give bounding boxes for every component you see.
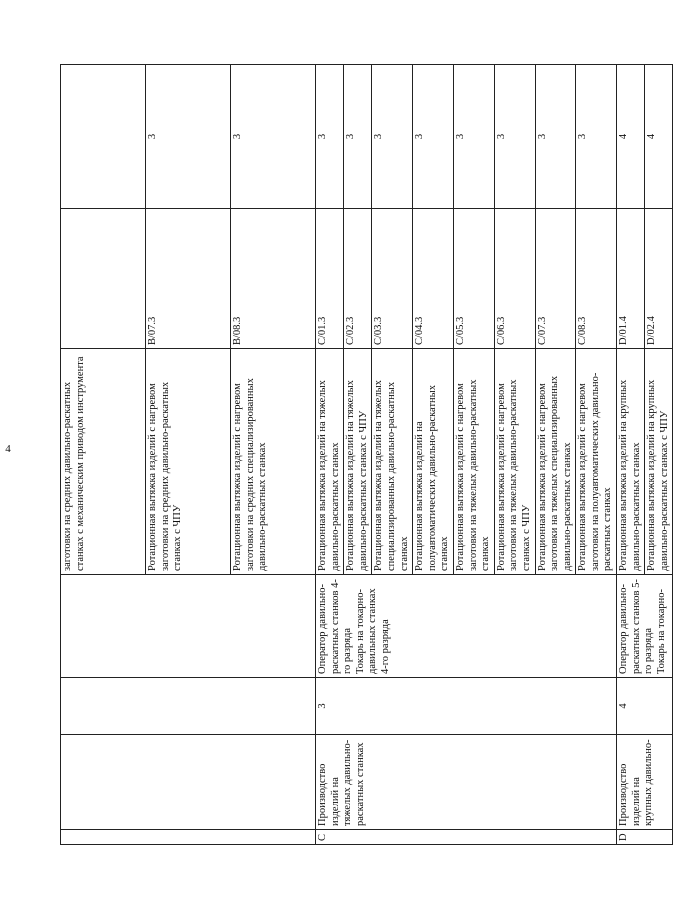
function-level-cell (61, 65, 146, 209)
function-level-cell: 4 (645, 65, 673, 209)
function-level-cell: 3 (413, 65, 454, 209)
group-level-cell: 4 (617, 678, 673, 735)
function-code-cell: C/03.3 (372, 209, 413, 349)
function-level-cell: 4 (617, 65, 645, 209)
function-name-cell: Ротационная вытяжка изделий с нагревом заготовки на тяжелых давильно-раскатных станках с ЧПУ (494, 349, 535, 575)
function-code-cell: B/07.3 (146, 209, 231, 349)
group-name-cell: Производство изделий на тяжелых давильно-раскатных станках (316, 735, 617, 830)
function-code-cell: C/01.3 (316, 209, 344, 349)
function-code-cell: C/02.3 (344, 209, 372, 349)
function-level-cell: 3 (231, 65, 316, 209)
group-level-cell: 3 (316, 678, 617, 735)
function-code-cell: C/08.3 (576, 209, 617, 349)
group-code-cell (61, 830, 316, 845)
group-code-cell: C (316, 830, 617, 845)
function-name-cell: Ротационная вытяжка изделий на тяжелых специализированных давильно-раскатных станках (372, 349, 413, 575)
function-code-cell: C/06.3 (494, 209, 535, 349)
function-row (316, 65, 344, 845)
function-name-cell: Ротационная вытяжка изделий с нагревом заготовки на тяжелых давильно-раскатных станках (453, 349, 494, 575)
page-number: 4 (5, 443, 11, 455)
profession-cell (61, 575, 316, 678)
function-code-cell (61, 209, 146, 349)
continuation-row (61, 65, 146, 845)
function-level-cell: 3 (372, 65, 413, 209)
function-name-cell: Ротационная вытяжка изделий с нагревом заготовки на средних давильно-раскатных станках с ЧПУ (146, 349, 231, 575)
rotated-table-page (60, 65, 670, 845)
group-code-cell: D (617, 830, 673, 845)
function-name-cell: Ротационная вытяжка изделий с нагревом заготовки на средних специализированных давильно-раскатных станках (231, 349, 316, 575)
function-row (617, 65, 645, 845)
group-level-cell (61, 678, 316, 735)
function-level-cell: 3 (576, 65, 617, 209)
function-name-cell: Ротационная вытяжка изделий с нагревом заготовки на тяжелых специализированных давильно-раскатных станках (535, 349, 576, 575)
function-code-cell: D/02.4 (645, 209, 673, 349)
functions-table (60, 64, 673, 845)
function-code-cell: D/01.4 (617, 209, 645, 349)
function-level-cell: 3 (494, 65, 535, 209)
table-body (61, 65, 673, 845)
function-level-cell: 3 (453, 65, 494, 209)
profession-cell: Оператор давильно-раскатных станков 5-го разряда Токарь на токарно- (617, 575, 673, 678)
function-level-cell: 3 (535, 65, 576, 209)
profession-cell: Оператор давильно-раскатных станков 4-го разряда Токарь на токарно-давильных станках 4-го разряда (316, 575, 617, 678)
function-code-cell: C/04.3 (413, 209, 454, 349)
function-name-cell: Ротационная вытяжка изделий на крупных давильно-раскатных станках с ЧПУ (645, 349, 673, 575)
function-name-cell: Ротационная вытяжка изделий на тяжелых давильно-раскатных станках с ЧПУ (344, 349, 372, 575)
function-name-cell: Ротационная вытяжка изделий на крупных давильно-раскатных станках (617, 349, 645, 575)
function-code-cell: C/05.3 (453, 209, 494, 349)
function-name-cell: Ротационная вытяжка изделий на полуавтоматических давильно-раскатных станках (413, 349, 454, 575)
function-name-cell: заготовки на средних давильно-раскатных станках с механическим приводом инструмента (61, 349, 146, 575)
group-name-cell: Производство изделий на крупных давильно- (617, 735, 673, 830)
function-level-cell: 3 (316, 65, 344, 209)
function-level-cell: 3 (146, 65, 231, 209)
function-name-cell: Ротационная вытяжка изделий с нагревом заготовки на полуавтоматических давильно-раскатных станках (576, 349, 617, 575)
function-code-cell: B/08.3 (231, 209, 316, 349)
function-code-cell: C/07.3 (535, 209, 576, 349)
group-name-cell (61, 735, 316, 830)
function-name-cell: Ротационная вытяжка изделий на тяжелых давильно-раскатных станках (316, 349, 344, 575)
function-level-cell: 3 (344, 65, 372, 209)
